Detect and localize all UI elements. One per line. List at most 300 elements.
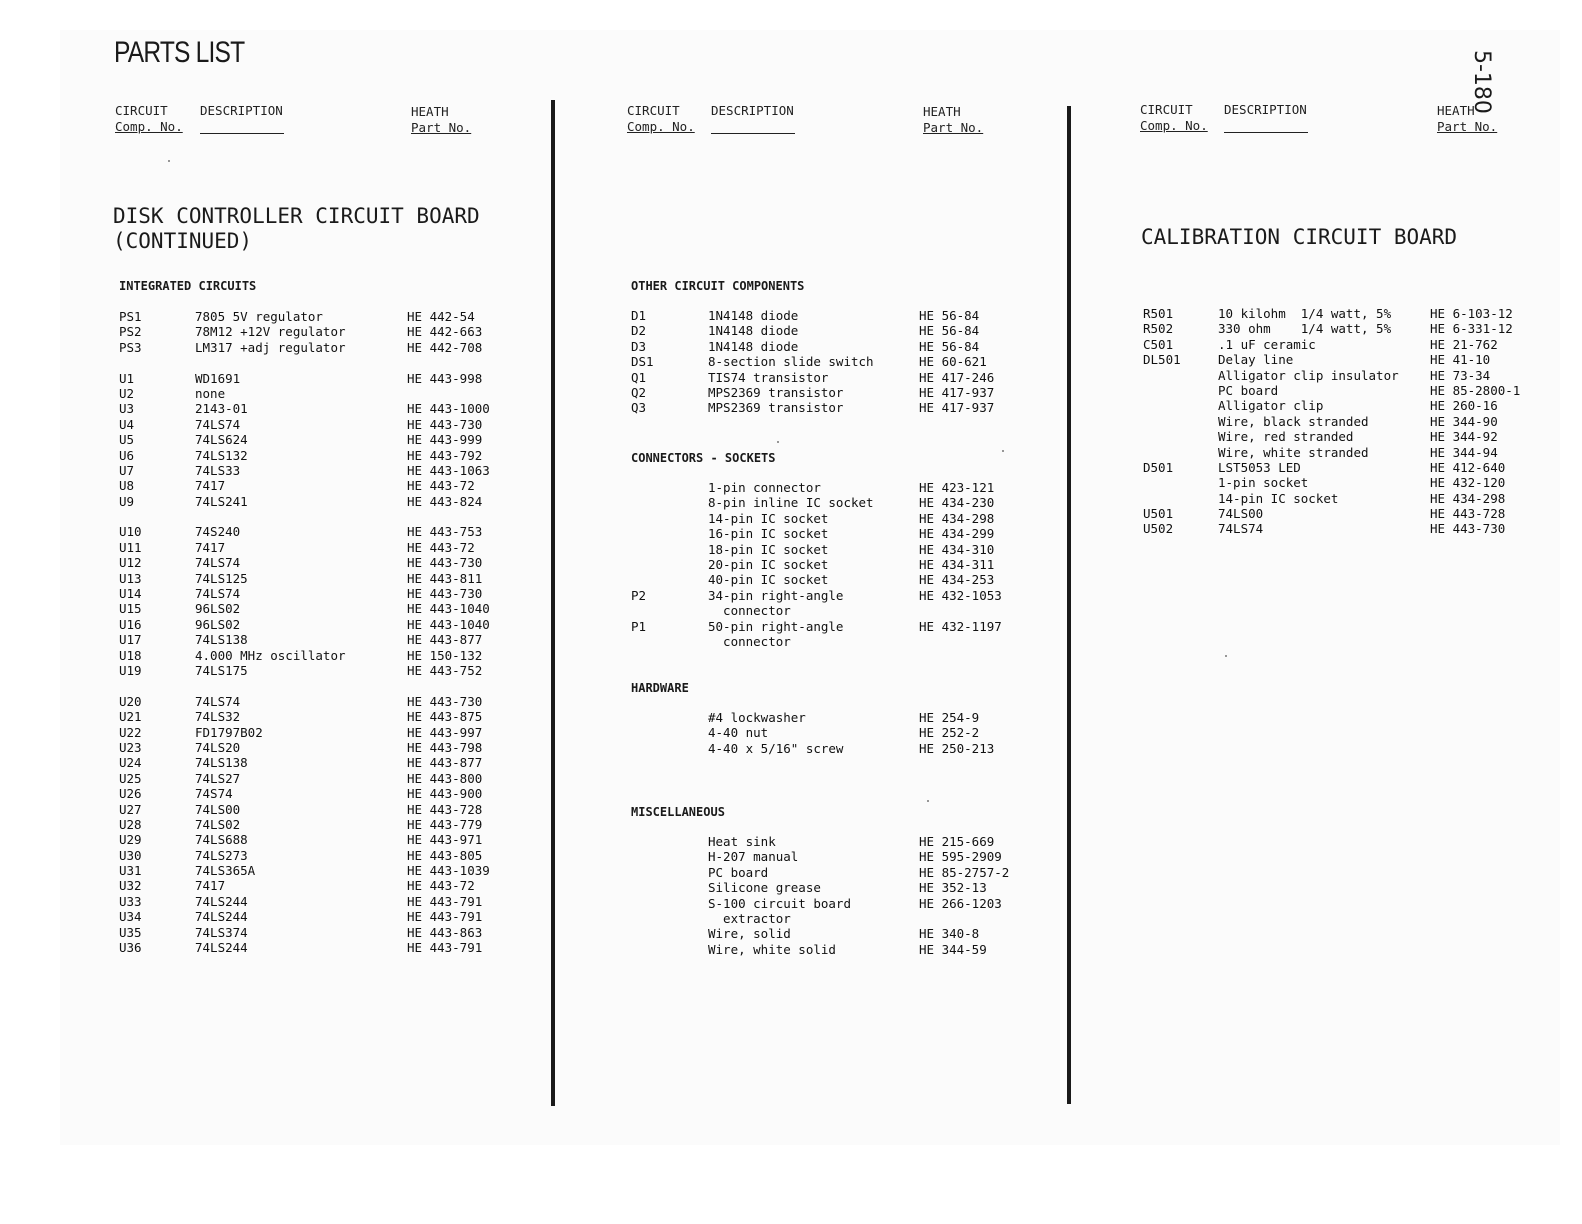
description-cell: 74LS138 xyxy=(195,632,248,648)
comp-no-cell: U26 xyxy=(119,786,142,802)
table-row xyxy=(1143,460,1543,475)
section-title-calibration: CALIBRATION CIRCUIT BOARD xyxy=(1141,225,1458,249)
part-no-cell: HE 443-728 xyxy=(1430,506,1506,522)
comp-no-cell: DS1 xyxy=(631,354,654,370)
description-cell: 96LS02 xyxy=(195,601,241,617)
description-cell: 20-pin IC socket xyxy=(708,556,829,572)
part-no-cell: HE 442-54 xyxy=(407,309,475,324)
table-row xyxy=(631,339,1051,354)
description-cell: 74LS624 xyxy=(195,432,248,448)
comp-no-cell: U34 xyxy=(119,909,142,925)
comp-no-cell: U8 xyxy=(119,478,135,494)
part-no-cell: HE 6-331-12 xyxy=(1430,321,1513,337)
part-no-cell: HE 344-90 xyxy=(1430,413,1498,429)
part-no-cell: HE 432-1197 xyxy=(919,618,1002,634)
table-row xyxy=(119,632,539,647)
header-heath-col1: HEATH Part No. xyxy=(411,104,472,135)
description-cell: H-207 manual xyxy=(708,849,799,865)
comp-no-cell: D3 xyxy=(631,338,647,354)
part-no-cell: HE 254-9 xyxy=(919,710,980,725)
part-no-cell: HE 417-937 xyxy=(919,384,995,400)
header-description-col2: DESCRIPTION xyxy=(711,103,795,138)
part-no-cell: HE 432-120 xyxy=(1430,475,1506,491)
table-row xyxy=(119,663,539,678)
table-row xyxy=(631,511,1051,526)
comp-no-cell: D2 xyxy=(631,323,647,339)
table-row xyxy=(119,940,539,955)
description-cell: 4-40 nut xyxy=(708,725,769,741)
table-row xyxy=(631,865,1051,880)
description-cell: 74LS02 xyxy=(195,816,241,832)
comp-no-cell: U502 xyxy=(1143,521,1174,537)
table-row xyxy=(119,925,539,940)
parts-group xyxy=(631,480,1051,649)
comp-no-cell: D501 xyxy=(1143,459,1174,475)
description-cell: connector xyxy=(708,633,791,649)
row-spacer xyxy=(119,509,539,524)
description-cell: 7417 xyxy=(195,539,226,555)
description-cell: Wire, solid xyxy=(708,926,791,942)
description-cell: 8-pin inline IC socket xyxy=(708,495,874,511)
description-cell: 4-40 x 5/16" screw xyxy=(708,740,844,756)
comp-no-cell: U9 xyxy=(119,493,135,509)
description-cell: .1 uF ceramic xyxy=(1218,336,1316,352)
description-cell: 1N4148 diode xyxy=(708,308,799,323)
comp-no-cell: U27 xyxy=(119,801,142,817)
table-row xyxy=(119,571,539,586)
description-cell: PC board xyxy=(708,864,769,880)
table-row xyxy=(1143,368,1543,383)
section-title-disk-controller: DISK CONTROLLER CIRCUIT BOARD (CONTINUED) xyxy=(113,204,480,253)
part-no-cell: HE 443-1039 xyxy=(407,863,490,879)
description-cell: Silicone grease xyxy=(708,880,821,896)
comp-no-cell: U5 xyxy=(119,432,135,448)
table-row xyxy=(1143,383,1543,398)
part-no-cell: HE 443-72 xyxy=(407,539,475,555)
part-no-cell: HE 417-937 xyxy=(919,400,995,416)
description-cell: 74LS244 xyxy=(195,893,248,909)
description-cell: 50-pin right-angle xyxy=(708,618,844,634)
speck xyxy=(1225,655,1227,657)
parts-table-col3 xyxy=(1143,306,1543,537)
table-row xyxy=(631,725,1051,740)
column-divider-1 xyxy=(551,100,555,1106)
table-row xyxy=(119,740,539,755)
comp-no-cell: U2 xyxy=(119,385,135,401)
table-row xyxy=(1143,321,1543,336)
comp-no-cell: U36 xyxy=(119,940,142,956)
description-cell: 74LS244 xyxy=(195,940,248,956)
table-row xyxy=(119,401,539,416)
part-no-cell: HE 443-798 xyxy=(407,739,483,755)
part-no-cell: HE 443-824 xyxy=(407,493,483,509)
table-row xyxy=(1143,521,1543,536)
comp-no-cell: DL501 xyxy=(1143,352,1181,368)
description-cell: 7417 xyxy=(195,878,226,894)
part-no-cell: HE 443-730 xyxy=(407,586,483,602)
table-row xyxy=(1143,337,1543,352)
description-cell: 74LS125 xyxy=(195,570,248,586)
part-no-cell: HE 443-811 xyxy=(407,570,483,586)
table-row xyxy=(119,555,539,570)
description-cell: Wire, white stranded xyxy=(1218,444,1369,460)
table-row xyxy=(631,542,1051,557)
part-no-cell: HE 252-2 xyxy=(919,725,980,741)
description-cell: 40-pin IC socket xyxy=(708,572,829,588)
description-cell: 1N4148 diode xyxy=(708,338,799,354)
comp-no-cell: U4 xyxy=(119,416,135,432)
page-number: 5-180 xyxy=(1469,50,1494,114)
part-no-cell: HE 443-730 xyxy=(407,416,483,432)
part-no-cell: HE 260-16 xyxy=(1430,398,1498,414)
part-no-cell: HE 434-299 xyxy=(919,526,995,542)
table-row xyxy=(119,524,539,539)
part-no-cell: HE 443-971 xyxy=(407,832,483,848)
table-row xyxy=(631,634,1051,649)
header-heath-col2: HEATH Part No. xyxy=(923,104,984,135)
subhead: OTHER CIRCUIT COMPONENTS xyxy=(631,279,805,293)
part-no-cell: HE 443-999 xyxy=(407,432,483,448)
part-no-cell: HE 443-791 xyxy=(407,893,483,909)
subhead: CONNECTORS - SOCKETS xyxy=(631,451,776,465)
comp-no-cell: U19 xyxy=(119,662,142,678)
column-divider-2 xyxy=(1067,106,1071,1104)
table-row xyxy=(119,463,539,478)
description-cell: 96LS02 xyxy=(195,616,241,632)
comp-no-cell: U11 xyxy=(119,539,142,555)
table-row xyxy=(119,340,539,355)
description-cell: 14-pin IC socket xyxy=(1218,490,1339,506)
part-no-cell: HE 443-863 xyxy=(407,924,483,940)
description-cell: 74LS688 xyxy=(195,832,248,848)
part-no-cell: HE 434-230 xyxy=(919,495,995,511)
description-cell: 74LS74 xyxy=(195,416,241,432)
comp-no-cell: U33 xyxy=(119,893,142,909)
part-no-cell: HE 443-753 xyxy=(407,524,483,540)
part-no-cell: HE 443-792 xyxy=(407,447,483,463)
part-no-cell: HE 443-72 xyxy=(407,478,475,494)
comp-no-cell: U10 xyxy=(119,524,142,540)
description-cell: 1-pin connector xyxy=(708,480,821,495)
table-row xyxy=(119,786,539,801)
table-row xyxy=(119,755,539,770)
comp-no-cell: U18 xyxy=(119,647,142,663)
table-row xyxy=(119,832,539,847)
comp-no-cell: U32 xyxy=(119,878,142,894)
comp-no-cell: C501 xyxy=(1143,336,1174,352)
description-cell: MPS2369 transistor xyxy=(708,384,844,400)
part-no-cell: HE 250-213 xyxy=(919,740,995,756)
table-row xyxy=(119,863,539,878)
part-no-cell: HE 443-900 xyxy=(407,786,483,802)
part-no-cell: HE 443-877 xyxy=(407,755,483,771)
table-row xyxy=(119,586,539,601)
table-row xyxy=(631,385,1051,400)
part-no-cell: HE 443-730 xyxy=(407,693,483,709)
description-cell: TIS74 transistor xyxy=(708,369,829,385)
comp-no-cell: U28 xyxy=(119,816,142,832)
part-no-cell: HE 85-2757-2 xyxy=(919,864,1010,880)
table-row xyxy=(631,619,1051,634)
description-cell: 74LS273 xyxy=(195,847,248,863)
table-row xyxy=(119,324,539,339)
row-spacer xyxy=(119,678,539,693)
part-no-cell: HE 443-1040 xyxy=(407,616,490,632)
comp-no-cell: D1 xyxy=(631,308,647,323)
table-row xyxy=(119,540,539,555)
subhead: MISCELLANEOUS xyxy=(631,805,725,819)
description-cell: Alligator clip insulator xyxy=(1218,367,1399,383)
table-row xyxy=(1143,445,1543,460)
part-no-cell: HE 443-1000 xyxy=(407,401,490,417)
table-row xyxy=(631,896,1051,911)
part-no-cell: HE 412-640 xyxy=(1430,459,1506,475)
table-row xyxy=(119,878,539,893)
header-circuit-col3: CIRCUIT Comp. No. xyxy=(1140,102,1208,133)
description-cell: 1N4148 diode xyxy=(708,323,799,339)
description-cell: 74S74 xyxy=(195,786,233,802)
part-no-cell: HE 60-621 xyxy=(919,354,987,370)
part-no-cell: HE 443-997 xyxy=(407,724,483,740)
table-row xyxy=(119,478,539,493)
comp-no-cell: Q2 xyxy=(631,384,647,400)
table-row xyxy=(631,849,1051,864)
description-cell: Heat sink xyxy=(708,834,776,849)
description-cell: 330 ohm 1/4 watt, 5% xyxy=(1218,321,1392,337)
table-row xyxy=(119,617,539,632)
table-row xyxy=(631,942,1051,957)
comp-no-cell: U35 xyxy=(119,924,142,940)
table-row xyxy=(119,417,539,432)
part-no-cell: HE 443-800 xyxy=(407,770,483,786)
comp-no-cell: U12 xyxy=(119,555,142,571)
part-no-cell: HE 443-730 xyxy=(407,555,483,571)
comp-no-cell: U16 xyxy=(119,616,142,632)
comp-no-cell: PS1 xyxy=(119,309,142,324)
description-cell: connector xyxy=(708,603,791,619)
description-cell: 74LS74 xyxy=(195,586,241,602)
description-cell: Wire, red stranded xyxy=(1218,429,1354,445)
table-row xyxy=(1143,491,1543,506)
parts-group xyxy=(631,308,1051,416)
table-row xyxy=(631,557,1051,572)
speck xyxy=(1002,450,1004,452)
comp-no-cell: PS2 xyxy=(119,324,142,340)
table-row xyxy=(119,771,539,786)
table-row xyxy=(119,648,539,663)
table-row xyxy=(631,480,1051,495)
subhead-integrated-circuits: INTEGRATED CIRCUITS xyxy=(119,279,257,293)
description-cell: 74LS241 xyxy=(195,493,248,509)
table-row xyxy=(631,370,1051,385)
part-no-cell: HE 41-10 xyxy=(1430,352,1491,368)
description-cell: LM317 +adj regulator xyxy=(195,339,346,355)
description-cell: 10 kilohm 1/4 watt, 5% xyxy=(1218,306,1392,321)
part-no-cell: HE 150-132 xyxy=(407,647,483,663)
description-cell: 74LS132 xyxy=(195,447,248,463)
part-no-cell: HE 352-13 xyxy=(919,880,987,896)
table-row xyxy=(1143,429,1543,444)
table-row xyxy=(119,817,539,832)
description-cell: LST5053 LED xyxy=(1218,459,1301,475)
description-cell: #4 lockwasher xyxy=(708,710,806,725)
part-no-cell: HE 266-1203 xyxy=(919,895,1002,911)
description-cell: 74LS20 xyxy=(195,739,241,755)
description-cell: 7805 5V regulator xyxy=(195,309,323,324)
comp-no-cell: PS3 xyxy=(119,339,142,355)
table-row xyxy=(119,601,539,616)
description-cell: 74LS175 xyxy=(195,662,248,678)
comp-no-cell: U24 xyxy=(119,755,142,771)
comp-no-cell: U14 xyxy=(119,586,142,602)
header-description-col3: DESCRIPTION xyxy=(1224,102,1308,137)
description-cell: 74S240 xyxy=(195,524,241,540)
table-row xyxy=(631,354,1051,369)
comp-no-cell: Q3 xyxy=(631,400,647,416)
description-cell: 74LS74 xyxy=(1218,521,1264,537)
header-circuit-col2: CIRCUIT Comp. No. xyxy=(627,103,695,134)
comp-no-cell: R502 xyxy=(1143,321,1174,337)
description-cell: 2143-01 xyxy=(195,401,248,417)
table-row xyxy=(119,909,539,924)
table-row xyxy=(119,694,539,709)
comp-no-cell: U17 xyxy=(119,632,142,648)
page-title: PARTS LIST xyxy=(114,36,245,69)
part-no-cell: HE 443-1040 xyxy=(407,601,490,617)
part-no-cell: HE 344-59 xyxy=(919,941,987,957)
comp-no-cell: P2 xyxy=(631,587,647,603)
comp-no-cell: P1 xyxy=(631,618,647,634)
description-cell: 34-pin right-angle xyxy=(708,587,844,603)
table-row xyxy=(119,309,539,324)
description-cell: PC board xyxy=(1218,382,1279,398)
table-row xyxy=(119,371,539,386)
comp-no-cell: U30 xyxy=(119,847,142,863)
description-cell: 74LS374 xyxy=(195,924,248,940)
description-cell: 74LS244 xyxy=(195,909,248,925)
part-no-cell: HE 443-1063 xyxy=(407,462,490,478)
table-row xyxy=(119,802,539,817)
table-row xyxy=(631,572,1051,587)
part-no-cell: HE 443-728 xyxy=(407,801,483,817)
part-no-cell: HE 56-84 xyxy=(919,308,980,323)
part-no-cell: HE 215-669 xyxy=(919,834,995,849)
table-row xyxy=(631,710,1051,725)
parts-group xyxy=(631,834,1051,957)
header-heath-col3: HEATH Part No. xyxy=(1437,103,1498,134)
table-row xyxy=(119,386,539,401)
comp-no-cell: U15 xyxy=(119,601,142,617)
part-no-cell: HE 21-762 xyxy=(1430,336,1498,352)
description-cell: MPS2369 transistor xyxy=(708,400,844,416)
description-cell: 74LS365A xyxy=(195,863,256,879)
description-cell: 7417 xyxy=(195,478,226,494)
comp-no-cell: Q1 xyxy=(631,369,647,385)
header-circuit-col1: CIRCUIT Comp. No. xyxy=(115,103,183,134)
speck xyxy=(168,160,170,162)
part-no-cell: HE 423-121 xyxy=(919,480,995,495)
table-row xyxy=(631,911,1051,926)
description-cell: Delay line xyxy=(1218,352,1294,368)
part-no-cell: HE 443-779 xyxy=(407,816,483,832)
description-cell: 74LS74 xyxy=(195,555,241,571)
part-no-cell: HE 443-998 xyxy=(407,370,483,386)
part-no-cell: HE 443-875 xyxy=(407,709,483,725)
comp-no-cell: U29 xyxy=(119,832,142,848)
table-row xyxy=(631,495,1051,510)
part-no-cell: HE 56-84 xyxy=(919,338,980,354)
description-cell: extractor xyxy=(708,910,791,926)
part-no-cell: HE 340-8 xyxy=(919,926,980,942)
comp-no-cell: R501 xyxy=(1143,306,1174,321)
part-no-cell: HE 443-752 xyxy=(407,662,483,678)
comp-no-cell: U13 xyxy=(119,570,142,586)
description-cell: 74LS138 xyxy=(195,755,248,771)
table-row xyxy=(119,709,539,724)
table-row xyxy=(631,400,1051,415)
table-row xyxy=(631,741,1051,756)
description-cell: Alligator clip xyxy=(1218,398,1324,414)
description-cell: S-100 circuit board xyxy=(708,895,851,911)
description-cell: 8-section slide switch xyxy=(708,354,874,370)
part-no-cell: HE 56-84 xyxy=(919,323,980,339)
part-no-cell: HE 344-92 xyxy=(1430,429,1498,445)
comp-no-cell: U1 xyxy=(119,370,135,386)
table-row xyxy=(631,526,1051,541)
description-cell: 74LS74 xyxy=(195,693,241,709)
part-no-cell: HE 434-310 xyxy=(919,541,995,557)
table-row xyxy=(631,603,1051,618)
table-row xyxy=(119,432,539,447)
part-no-cell: HE 443-805 xyxy=(407,847,483,863)
description-cell: Wire, black stranded xyxy=(1218,413,1369,429)
table-row xyxy=(631,926,1051,941)
description-cell: 1-pin socket xyxy=(1218,475,1309,491)
description-cell: 74LS00 xyxy=(195,801,241,817)
description-cell: none xyxy=(195,385,226,401)
table-row xyxy=(119,725,539,740)
part-no-cell: HE 443-877 xyxy=(407,632,483,648)
comp-no-cell: U3 xyxy=(119,401,135,417)
description-cell: 74LS00 xyxy=(1218,506,1264,522)
table-row xyxy=(631,588,1051,603)
row-spacer xyxy=(119,355,539,370)
part-no-cell: HE 443-72 xyxy=(407,878,475,894)
part-no-cell: HE 417-246 xyxy=(919,369,995,385)
description-cell: 16-pin IC socket xyxy=(708,526,829,542)
comp-no-cell: U25 xyxy=(119,770,142,786)
table-row xyxy=(631,834,1051,849)
table-row xyxy=(119,494,539,509)
description-cell: Wire, white solid xyxy=(708,941,836,957)
part-no-cell: HE 443-730 xyxy=(1430,521,1506,537)
comp-no-cell: U23 xyxy=(119,739,142,755)
comp-no-cell: U501 xyxy=(1143,506,1174,522)
comp-no-cell: U21 xyxy=(119,709,142,725)
table-row xyxy=(1143,475,1543,490)
description-cell: 74LS27 xyxy=(195,770,241,786)
part-no-cell: HE 442-708 xyxy=(407,339,483,355)
table-row xyxy=(1143,506,1543,521)
subhead: HARDWARE xyxy=(631,681,689,695)
table-row xyxy=(1143,352,1543,367)
description-cell: 74LS32 xyxy=(195,709,241,725)
table-row xyxy=(1143,398,1543,413)
table-row xyxy=(119,848,539,863)
part-no-cell: HE 434-298 xyxy=(1430,490,1506,506)
table-row xyxy=(631,323,1051,338)
table-row xyxy=(1143,306,1543,321)
